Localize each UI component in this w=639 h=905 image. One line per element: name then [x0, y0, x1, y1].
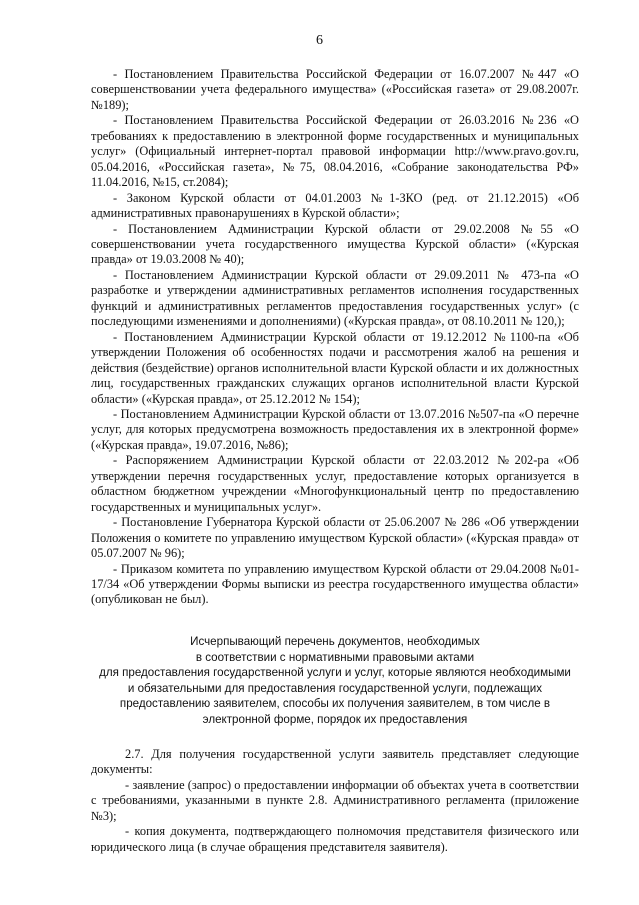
list-item: - копия документа, подтверждающего полномочия представителя физического или юридического лица (в случае обращения представителя заявителя). — [91, 824, 579, 854]
list-item: - Постановлением Правительства Российской Федерации от 16.07.2007 №447 «О совершенствовании учета федерального имущества» («Российская газета» от 29.08.2007г. №189); — [91, 67, 579, 112]
list-item: - Постановлением Администрации Курской области от 13.07.2016 №507-па «О перечне услуг, для которых предусмотрена возможность предоставления их в электронной форме» («Курская правда», 19.07.2016, №86); — [91, 406, 579, 452]
heading-line: Исчерпывающий перечень документов, необходимых — [190, 635, 480, 648]
heading-line: и обязательными для предоставления государственной услуги, подлежащих — [127, 681, 543, 695]
list-item: - Постановлением Администрации Курской области от 19.12.2012 №1100-па «Об утверждении Положения об особенностях подачи и рассмотрения жалоб на решения и действия (бездействие) органов исполнительной власти Курской области и их должностных лиц, государственных гражданских служащих органов исполнительной власти Курской области» («Курская правда», от 25.12.2012 № 154); — [91, 329, 579, 406]
list-item: - Постановлением Правительства Российской Федерации от 26.03.2016 №236 «О требованиях к предоставлению в электронной форме государственных и муниципальных услуг» (Официальный интернет-портал правовой информации http://www.pravo.gov.ru, 05.04.2016, «Российская газета», №75, 08.04.2016, «Собрание законодательства РФ» 11.04.2016, №15, ст.2084); — [91, 113, 579, 190]
list-item: - Распоряжением Администрации Курской области от 22.03.2012 №202-ра «Об утверждении перечня государственных услуг, предоставление которых организуется в областном бюджетном учреждении «Многофункциональный центр по предоставлению государственных и муниципальных услуг». — [91, 453, 579, 514]
list-item: - Постановлением Администрации Курской области от 29.02.2008 №55 «О совершенствовании учета государственного имущества Курской области» («Курская правда» от 19.03.2008 № 40); — [91, 221, 579, 267]
clause-2-7 — [91, 747, 579, 855]
section-heading — [91, 634, 579, 727]
heading-line: для предоставления государственной услуги и услуг, которые являются необходимыми — [99, 666, 571, 679]
clause-intro: 2.7. Для получения государственной услуги заявитель представляет следующие документы: — [91, 747, 579, 777]
list-item: - Приказом комитета по управлению имуществом Курской области от 29.04.2008 №01-17/34 «Об утверждении Формы выписки из реестра государственного имущества области» (опубликован не был). — [91, 561, 579, 607]
list-item: - Законом Курской области от 04.01.2003 №1-ЗКО (ред. от 21.12.2015) «Об административных правонарушениях в Курской области»; — [91, 190, 579, 221]
heading-line: электронной форме, порядок их предоставления — [202, 712, 468, 726]
legal-basis-list — [91, 67, 579, 608]
list-item: - Постановление Губернатора Курской области от 25.06.2007 № 286 «Об утверждении Положения о комитете по управлению имуществом Курской области» («Курская правда» от 05.07.2007 № 96); — [91, 515, 579, 561]
list-item: - Постановлением Администрации Курской области от 29.09.2011 № 473-па «О разработке и утверждении административных регламентов исполнения государственных функций и административных регламентов предоставления государственных услуг» (с последующими изменениями и дополнениями) («Курская правда», от 08.10.2011 № 120,); — [91, 267, 579, 329]
heading-line: в соответствии с нормативными правовыми актами — [195, 650, 475, 664]
list-item: - заявление (запрос) о предоставлении информации об объектах учета в соответствии с требованиями, указанными в пункте 2.8. Административного регламента (приложение №3); — [91, 777, 579, 823]
page-number: 6 — [316, 33, 323, 48]
heading-line: предоставлению заявителем, способы их получения заявителем, в том числе в — [119, 697, 551, 710]
